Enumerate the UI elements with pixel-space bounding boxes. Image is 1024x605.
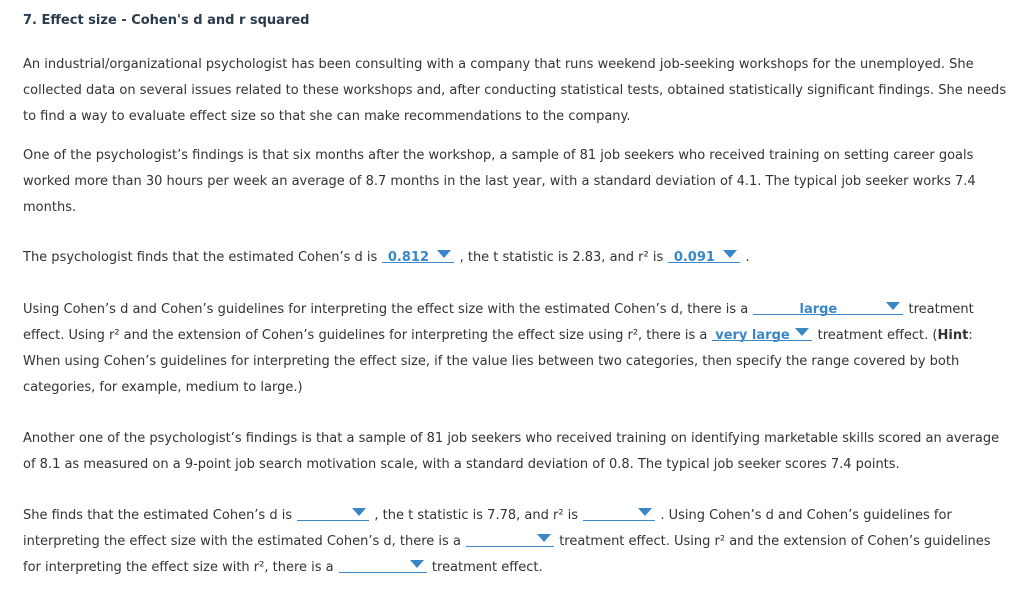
d-effect-value-1: large bbox=[799, 302, 838, 317]
cohens-d-value-1: 0.812 bbox=[387, 250, 429, 265]
chevron-down-icon bbox=[723, 250, 737, 258]
interp1-paragraph bbox=[23, 297, 1008, 401]
result2-text-3: . Using Cohen’s d and Cohen’s guidelines for interpreting the effect size with the estimated Cohen’s d, there is a bbox=[23, 508, 952, 549]
result2-text-5: treatment effect. bbox=[431, 560, 543, 575]
result2-paragraph bbox=[23, 503, 1008, 581]
chevron-down-icon bbox=[437, 250, 451, 258]
hint-label: Hint bbox=[937, 328, 969, 343]
question-title: 7. Effect size - Cohen's d and r squared bbox=[23, 13, 310, 28]
d-effect-dropdown-2[interactable] bbox=[466, 529, 554, 547]
d-effect-dropdown-1[interactable] bbox=[753, 297, 903, 315]
chevron-down-icon bbox=[795, 328, 809, 336]
r2-effect-dropdown-1[interactable] bbox=[712, 323, 812, 341]
result1-text-2: , the t statistic is 2.83, and r² is bbox=[459, 250, 664, 265]
interp1-text-1: Using Cohen’s d and Cohen’s guidelines for interpreting the effect size with the estimated Cohen’s d, there is a bbox=[23, 302, 749, 317]
result2-text-4: treatment effect. Using r² and the extension of Cohen’s guidelines for interpreting the effect size with r², there is a bbox=[23, 534, 991, 575]
chevron-down-icon bbox=[410, 560, 424, 568]
interp1-text-4: : When using Cohen’s guidelines for interpreting the effect size, if the value lies between two categories, then specify the range covered by both categories, for example, medium to large.) bbox=[23, 328, 973, 395]
result1-text-1: The psychologist finds that the estimated Cohen’s d is bbox=[23, 250, 378, 265]
result1-paragraph bbox=[23, 245, 1008, 271]
intro-paragraph: An industrial/organizational psychologist has been consulting with a company that runs weekend job-seeking workshops for the unemployed. She collected data on several issues related to these workshops and, after conducting statistical tests, obtained statistically significant findings. She needs to find a way to evaluate effect size so that she can make recommendations to the company. bbox=[23, 57, 1007, 124]
cohens-d-dropdown-2[interactable] bbox=[297, 503, 369, 521]
result2-text-1: She finds that the estimated Cohen’s d is bbox=[23, 508, 293, 523]
chevron-down-icon bbox=[638, 508, 652, 516]
r-squared-dropdown-1[interactable] bbox=[668, 245, 740, 263]
result1-text-3: . bbox=[745, 250, 750, 265]
interp1-text-3: treatment effect. ( bbox=[817, 328, 938, 343]
chevron-down-icon bbox=[886, 302, 900, 310]
chevron-down-icon bbox=[537, 534, 551, 542]
finding2-paragraph: Another one of the psychologist’s findings is that a sample of 81 job seekers who received training on identifying marketable skills scored an average of 8.1 as measured on a 9-point job search motivation scale, with a standard deviation of 0.8. The typical job seeker scores 7.4 points. bbox=[23, 431, 1000, 472]
result2-text-2: , the t statistic is 7.78, and r² is bbox=[374, 508, 579, 523]
r-squared-dropdown-2[interactable] bbox=[583, 503, 655, 521]
r2-effect-dropdown-2[interactable] bbox=[339, 555, 427, 573]
interp1-text-2: treatment effect. Using r² and the extension of Cohen’s guidelines for interpreting the effect size using r², there is a bbox=[23, 302, 974, 343]
finding1-paragraph: One of the psychologist’s findings is that six months after the workshop, a sample of 81 job seekers who received training on setting career goals worked more than 30 hours per week an average of 8.7 months in the last year, with a standard deviation of 4.1. The typical job seeker works 7.4 months. bbox=[23, 148, 976, 215]
cohens-d-dropdown-1[interactable] bbox=[382, 245, 454, 263]
chevron-down-icon bbox=[352, 508, 366, 516]
r2-effect-value-1: very large bbox=[715, 328, 790, 343]
r-squared-value-1: 0.091 bbox=[673, 250, 715, 265]
